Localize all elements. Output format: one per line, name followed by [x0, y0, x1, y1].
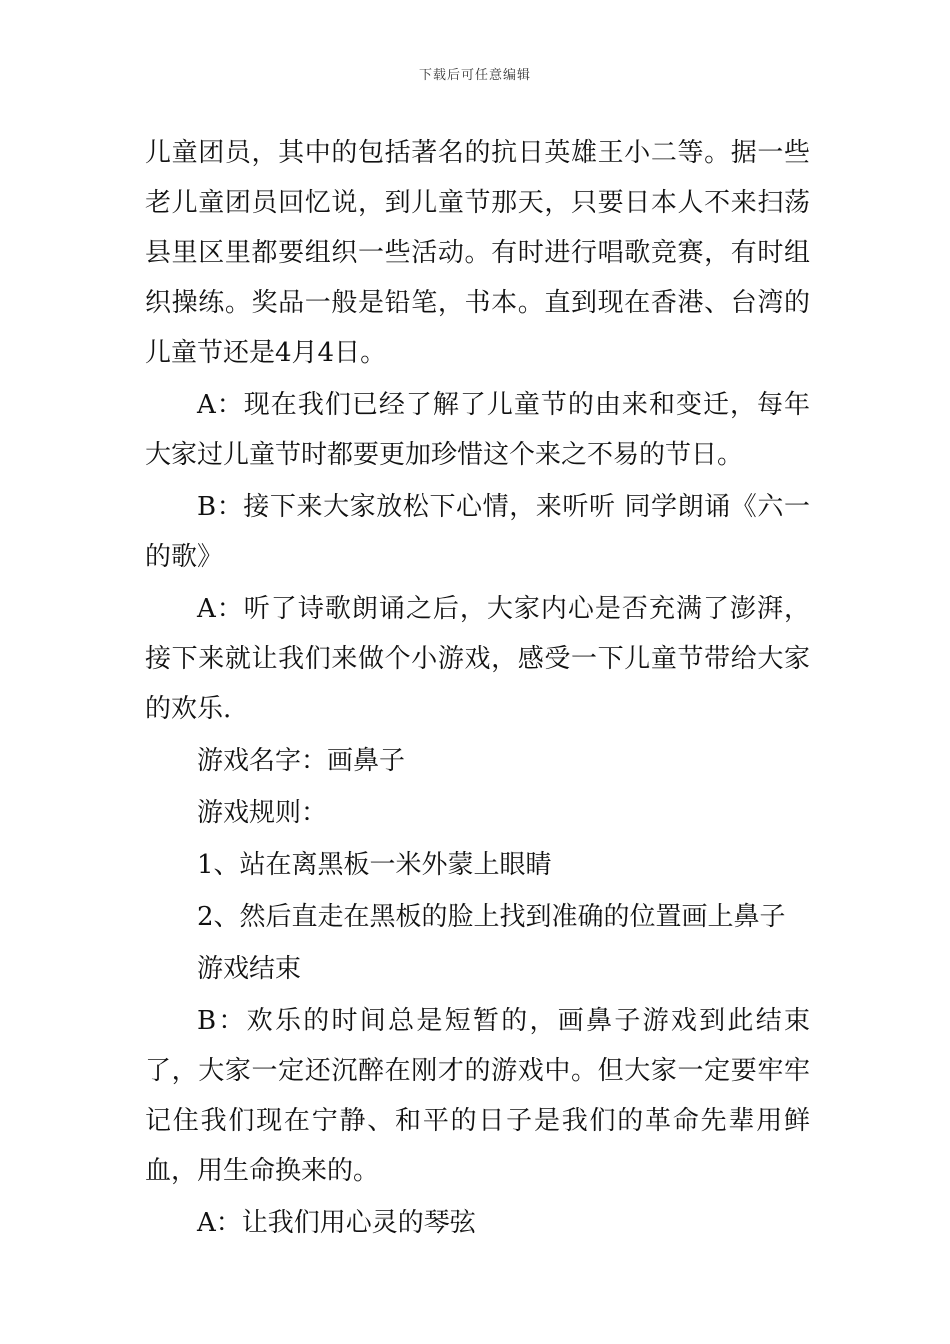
paragraph: B：接下来大家放松下心情，来听听 同学朗诵《六一的歌》	[145, 492, 810, 572]
paragraph: A：现在我们已经了解了儿童节的由来和变迁，每年大家过儿童节时都要更加珍惜这个来之不易的节日。	[145, 390, 810, 470]
paragraph: 游戏名字：画鼻子	[197, 746, 406, 776]
paragraph: 2、然后直走在黑板的脸上找到准确的位置画上鼻子	[197, 902, 786, 932]
paragraph: A：让我们用心灵的琴弦	[197, 1208, 476, 1238]
paragraph: 1、站在离黑板一米外蒙上眼睛	[197, 850, 552, 880]
page-header-note: 下载后可任意编辑	[418, 68, 531, 83]
paragraph: 游戏规则：	[197, 798, 328, 828]
paragraph: A：听了诗歌朗诵之后，大家内心是否充满了澎湃，接下来就让我们来做个小游戏，感受一下儿童节带给大家的欢乐.	[145, 594, 810, 724]
paragraph: B：欢乐的时间总是短暂的，画鼻子游戏到此结束了，大家一定还沉醉在刚才的游戏中。但大家一定要牢牢记住我们现在宁静、和平的日子是我们的革命先辈用鲜血，用生命换来的。	[145, 1006, 810, 1186]
paragraph: 游戏结束	[197, 954, 302, 984]
document-body	[145, 128, 810, 1250]
paragraph: 儿童团员，其中的包括著名的抗日英雄王小二等。据一些老儿童团员回忆说，到儿童节那天，只要日本人不来扫荡县里区里都要组织一些活动。有时进行唱歌竞赛，有时组织操练。奖品一般是铅笔，书本。直到现在香港、台湾的儿童节还是4月4日。	[145, 138, 810, 368]
